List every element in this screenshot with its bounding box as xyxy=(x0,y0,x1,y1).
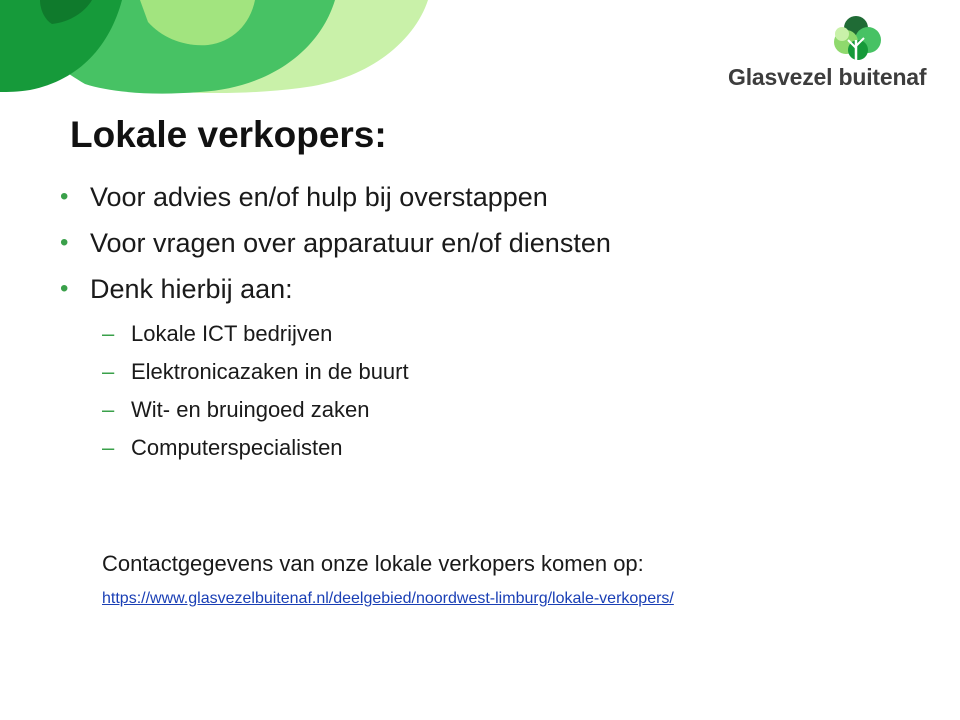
sub-item xyxy=(102,396,409,424)
bullet-dot: • xyxy=(60,275,69,302)
sub-text: Computerspecialisten xyxy=(131,435,343,460)
sub-text: Wit- en bruingoed zaken xyxy=(131,397,370,422)
contact-text: Contactgegevens van onze lokale verkopers komen op: xyxy=(102,551,644,576)
tree-icon xyxy=(826,14,888,66)
bullet-item xyxy=(60,182,611,212)
contact-link[interactable]: https://www.glasvezelbuitenaf.nl/deelgebied/noordwest-limburg/lokale-verkopers/ xyxy=(102,590,674,607)
bullet-item xyxy=(60,274,611,304)
slide-title: Lokale verkopers: xyxy=(70,114,387,155)
sub-item xyxy=(102,434,409,462)
sub-text: Lokale ICT bedrijven xyxy=(131,321,333,346)
sub-item xyxy=(102,358,409,386)
brand-logo[interactable] xyxy=(722,14,946,94)
sub-list xyxy=(102,320,409,472)
sub-dash: – xyxy=(102,435,115,460)
bullet-dot: • xyxy=(60,229,69,256)
brand-name: Glasvezel buitenaf xyxy=(728,64,927,90)
sub-dash: – xyxy=(102,397,115,422)
bullet-dot: • xyxy=(60,183,69,210)
sub-dash: – xyxy=(102,321,115,346)
bullet-list xyxy=(60,182,611,320)
sub-text: Elektronicazaken in de buurt xyxy=(131,359,409,384)
bullet-item xyxy=(60,228,611,258)
sub-item xyxy=(102,320,409,348)
bullet-text: Voor advies en/of hulp bij overstappen xyxy=(90,182,548,212)
decorative-leaf-shapes xyxy=(0,0,430,110)
bullet-text: Voor vragen over apparatuur en/of diensten xyxy=(90,228,611,258)
sub-dash: – xyxy=(102,359,115,384)
bullet-text: Denk hierbij aan: xyxy=(90,274,293,304)
